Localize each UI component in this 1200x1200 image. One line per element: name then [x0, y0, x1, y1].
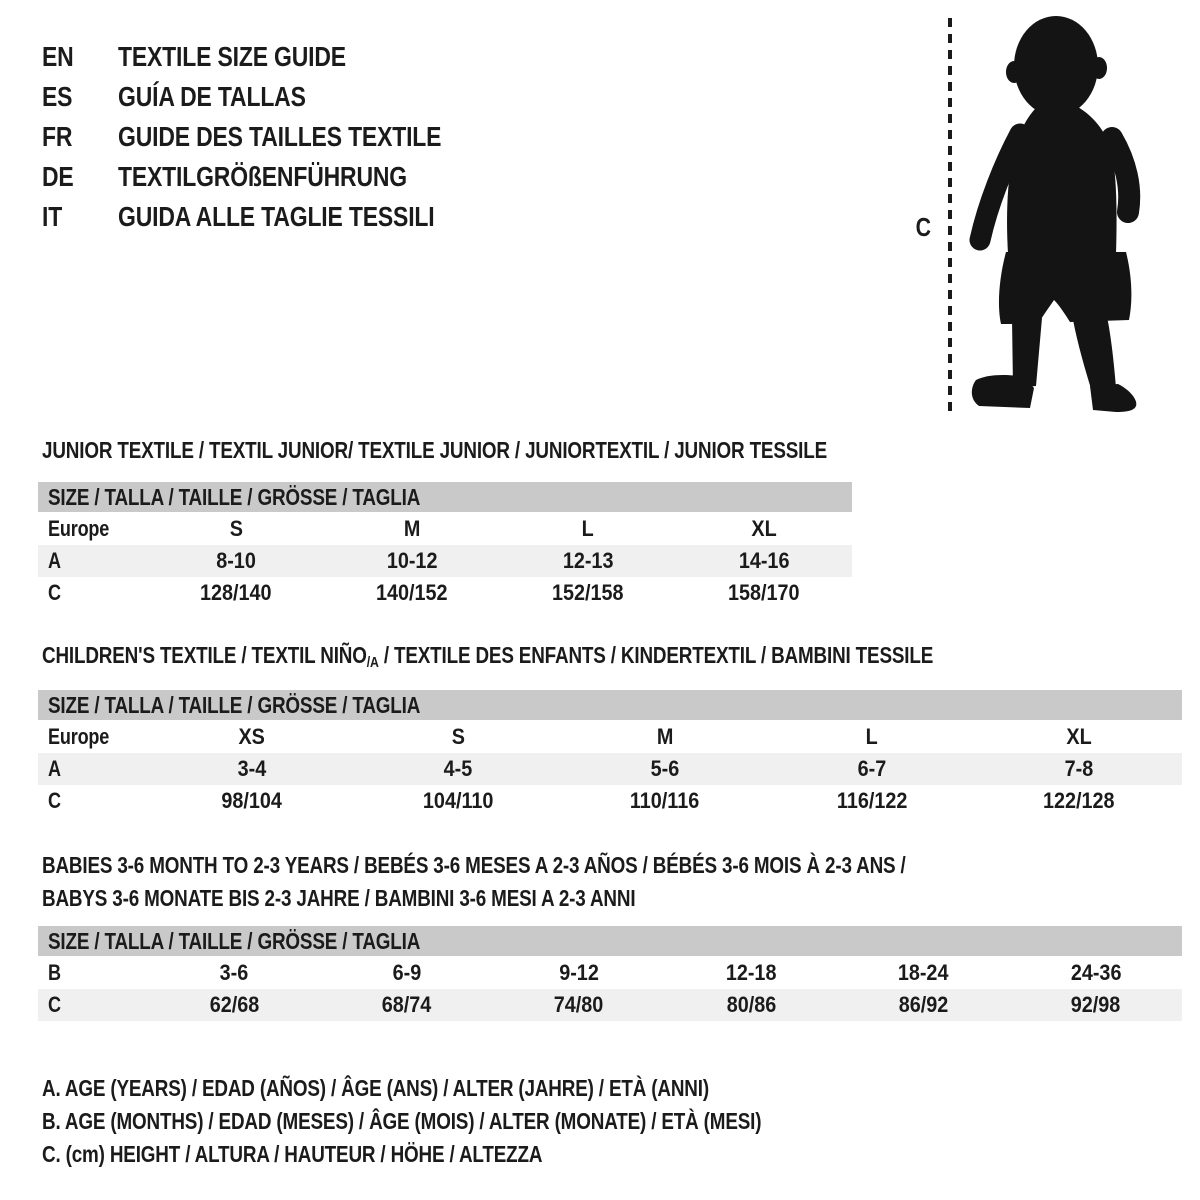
- language-title: TEXTILE SIZE GUIDE: [118, 41, 346, 72]
- months-cell: 6-9: [392, 960, 421, 985]
- age-cell: 6-7: [857, 756, 887, 781]
- size-cell: XS: [238, 724, 265, 749]
- months-cell: 9-12: [558, 960, 599, 985]
- children-row-europe: [38, 721, 1182, 753]
- age-cell: 12-13: [562, 548, 614, 573]
- size-cell: L: [581, 516, 595, 541]
- language-row-es: [42, 77, 512, 117]
- language-code: DE: [42, 161, 74, 192]
- row-label: Europe: [48, 516, 110, 541]
- language-title: GUIDA ALLE TAGLIE TESSILI: [118, 201, 435, 232]
- size-cell: M: [656, 724, 674, 749]
- age-cell: 8-10: [216, 548, 256, 573]
- junior-row-europe: [38, 513, 852, 545]
- row-label: C: [48, 992, 61, 1017]
- footnotes: [42, 1072, 919, 1171]
- age-cell: 14-16: [738, 548, 790, 573]
- title-subscript: /A: [366, 654, 379, 671]
- measurement-figure: [940, 12, 1170, 422]
- age-cell: 10-12: [386, 548, 438, 573]
- height-cell: 80/86: [726, 992, 776, 1017]
- height-cell: 128/140: [200, 580, 272, 605]
- height-cell: 110/116: [630, 788, 700, 813]
- children-size-header-band: SIZE / TALLA / TAILLE / GRÖSSE / TAGLIA: [38, 690, 1182, 720]
- height-cell: 74/80: [554, 992, 604, 1017]
- children-row-age: [38, 753, 1182, 785]
- height-cell: 62/68: [209, 992, 259, 1017]
- babies-size-header-band: SIZE / TALLA / TAILLE / GRÖSSE / TAGLIA: [38, 926, 1182, 956]
- language-row-fr: [42, 117, 512, 157]
- language-row-it: [42, 197, 512, 237]
- language-code: FR: [42, 121, 73, 152]
- height-cell: 92/98: [1071, 992, 1121, 1017]
- months-cell: 18-24: [898, 960, 949, 985]
- height-cell: 140/152: [376, 580, 448, 605]
- junior-section-title: JUNIOR TEXTILE / TEXTIL JUNIOR/ TEXTILE JUNIOR / JUNIORTEXTIL / JUNIOR TESSILE: [42, 437, 828, 463]
- height-cell: 122/128: [1042, 788, 1115, 813]
- language-code: ES: [42, 81, 73, 112]
- age-cell: 7-8: [1064, 756, 1093, 781]
- months-cell: 3-6: [219, 960, 249, 985]
- months-cell: 12-18: [725, 960, 777, 985]
- language-header: [42, 37, 512, 237]
- row-label: A: [48, 548, 61, 573]
- language-title: GUÍA DE TALLAS: [118, 81, 306, 112]
- children-row-height: [38, 785, 1182, 817]
- size-cell: S: [451, 724, 465, 749]
- footnote-c: C. (cm) HEIGHT / ALTURA / HAUTEUR / HÖHE / ALTEZZA: [42, 1141, 543, 1167]
- height-cell: 158/170: [728, 580, 800, 605]
- junior-size-header-band: SIZE / TALLA / TAILLE / GRÖSSE / TAGLIA: [38, 482, 852, 512]
- junior-row-height: [38, 577, 852, 609]
- babies-row-height: [38, 989, 1182, 1021]
- footnote-b: B. AGE (MONTHS) / EDAD (MESES) / ÂGE (MOIS) / ALTER (MONATE) / ETÀ (MESI): [42, 1108, 762, 1134]
- size-cell: S: [229, 516, 243, 541]
- language-title: GUIDE DES TAILLES TEXTILE: [118, 121, 442, 152]
- measure-label-c: C: [915, 212, 931, 242]
- height-cell: 152/158: [552, 580, 624, 605]
- junior-row-age: [38, 545, 852, 577]
- size-cell: L: [865, 724, 878, 749]
- months-cell: 24-36: [1070, 960, 1122, 985]
- language-row-en: [42, 37, 512, 77]
- height-cell: 116/122: [836, 788, 908, 813]
- height-cell: 104/110: [422, 788, 494, 813]
- age-cell: 4-5: [443, 756, 473, 781]
- language-row-de: [42, 157, 512, 197]
- babies-row-months: [38, 957, 1182, 989]
- footnote-a: A. AGE (YEARS) / EDAD (AÑOS) / ÂGE (ANS) / ALTER (JAHRE) / ETÀ (ANNI): [42, 1075, 709, 1101]
- height-cell: 68/74: [381, 992, 432, 1017]
- children-section-title: CHILDREN'S TEXTILE / TEXTIL $NIÑO_{/A}$ / TEXTILE DES ENFANTS / KINDERTEXTIL / BAMBINI TESSILE: [42, 642, 934, 671]
- language-code: EN: [42, 41, 74, 72]
- language-code: IT: [42, 201, 63, 232]
- size-cell: M: [403, 516, 421, 541]
- babies-section-title: BABIES 3-6 MONTH TO 2-3 YEARS / BEBÉS 3-6 MESES A 2-3 AÑOS / BÉBÉS 3-6 MOIS À 2-3 ANS / BABYS 3-6 MONATE BIS 2-3 JAHRE / BAMBINI 3-6 MESI A 2-3 ANNI: [42, 852, 906, 911]
- baby-silhouette-icon: [972, 16, 1136, 412]
- row-label: B: [48, 960, 61, 985]
- row-label: C: [48, 788, 61, 813]
- size-cell: XL: [751, 516, 777, 541]
- age-cell: 5-6: [650, 756, 680, 781]
- row-label: C: [48, 580, 61, 605]
- row-label: Europe: [48, 724, 110, 749]
- age-cell: 3-4: [237, 756, 266, 781]
- size-cell: XL: [1065, 724, 1092, 749]
- row-label: A: [48, 756, 61, 781]
- language-title: TEXTILGRÖßENFÜHRUNG: [118, 161, 407, 192]
- height-cell: 98/104: [221, 788, 282, 813]
- height-cell: 86/92: [898, 992, 949, 1017]
